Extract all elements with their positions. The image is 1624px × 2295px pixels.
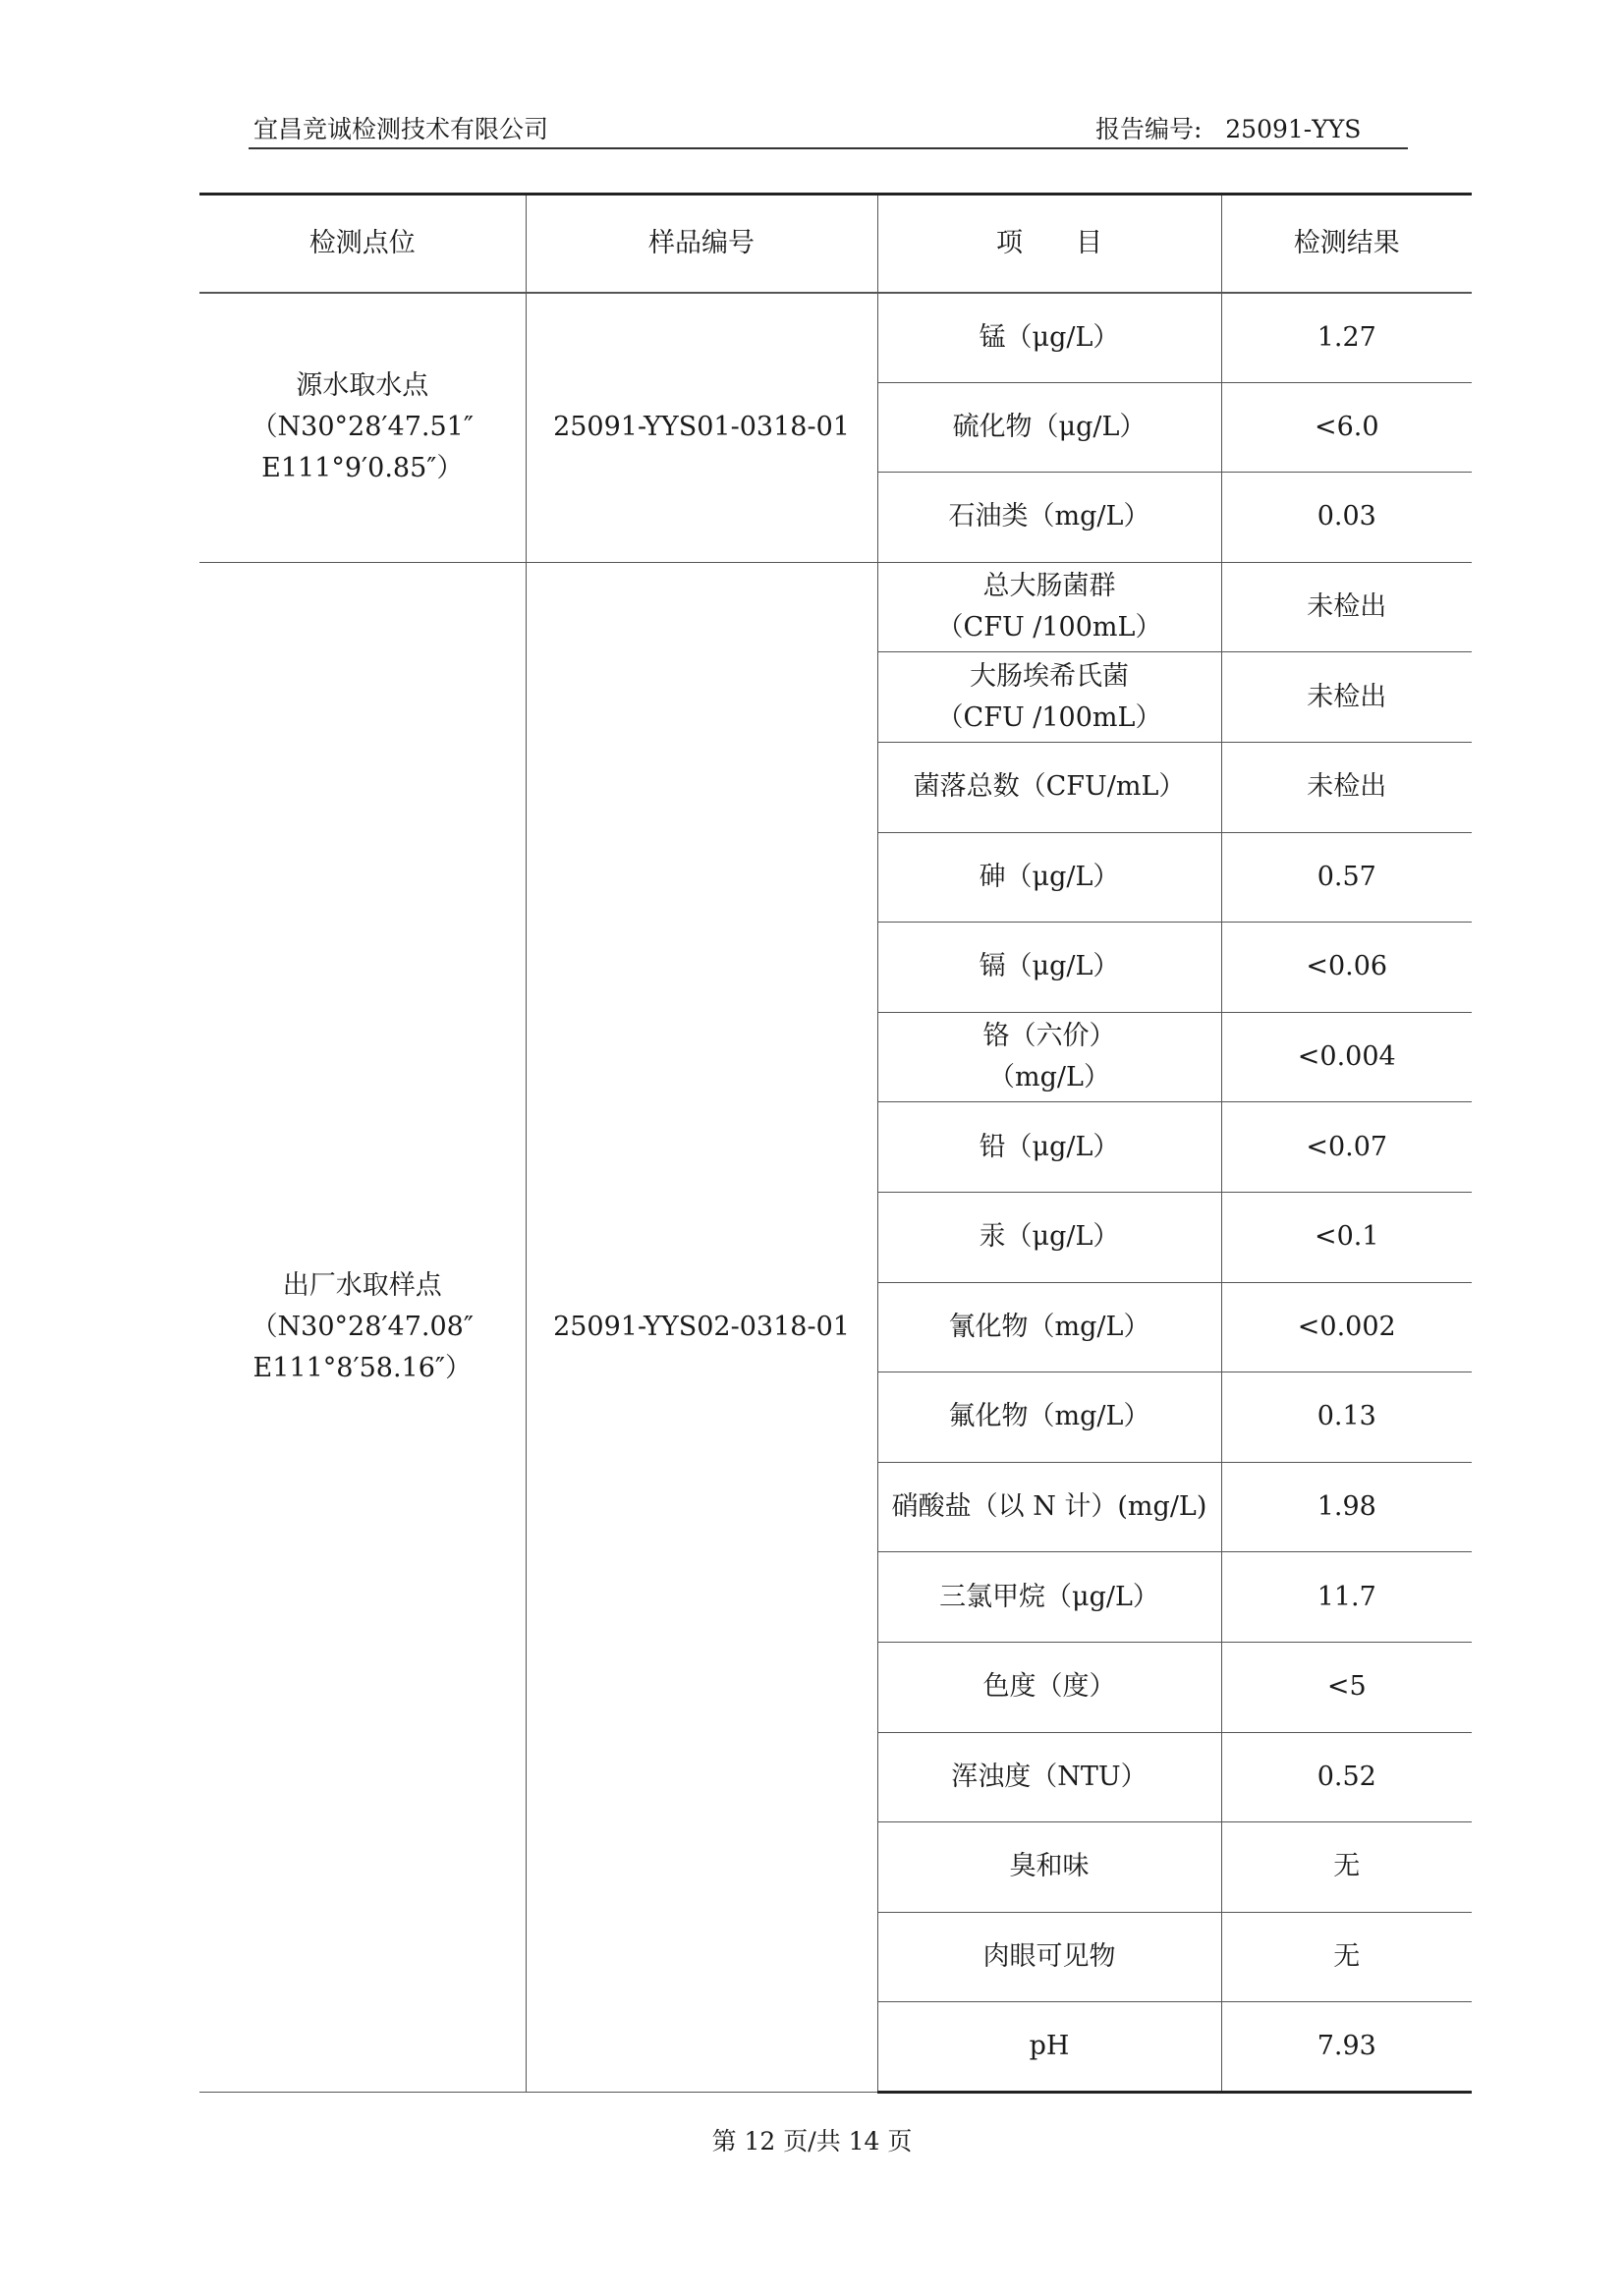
report-number-label: 报告编号: [1095,115,1203,143]
report-number [1095,110,1361,145]
table-body [199,293,1472,2093]
item-cell [877,1282,1221,1372]
item-unit: （CFU /100mL） [936,701,1162,733]
results-table [199,193,1472,2094]
result-cell: 11.7 [1221,1552,1472,1643]
item-cell [877,1912,1221,2002]
result-cell: 0.13 [1221,1372,1472,1463]
item-name: 肉眼可见物 [982,1940,1116,1972]
item-name: 铬（六价） [982,1021,1116,1052]
item-name: 色度（度） [982,1671,1116,1703]
result-cell: 0.57 [1221,832,1472,923]
item-name: 菌落总数（CFU/mL） [913,771,1186,803]
item-cell [877,1372,1221,1463]
result-cell: 1.98 [1221,1462,1472,1552]
item-cell [877,293,1221,383]
result-cell: 1.27 [1221,293,1472,383]
item-name: 氟化物（mg/L） [948,1401,1150,1432]
result-cell: <0.1 [1221,1192,1472,1282]
item-cell [877,1012,1221,1102]
site-coordinate: （N30°28′47.08″ [251,1311,474,1342]
item-unit: （mg/L） [988,1062,1110,1093]
item-cell [877,1642,1221,1732]
site-coordinate: E111°8′58.16″） [252,1352,472,1383]
result-cell: 无 [1221,1822,1472,1913]
header-rule [249,147,1408,149]
result-cell: 无 [1221,1912,1472,2002]
col-header-result: 检测结果 [1221,195,1472,293]
item-name: 镉（μg/L） [979,951,1120,982]
item-name: 浑浊度（NTU） [951,1761,1148,1792]
item-name: pH [1029,2031,1070,2062]
site-cell [199,293,526,563]
item-cell [877,742,1221,832]
result-cell: 7.93 [1221,2002,1472,2093]
site-coordinate: E111°9′0.85″） [261,453,464,484]
table-row [199,562,1472,652]
item-cell [877,1552,1221,1643]
sample-id-cell: 25091-YYS01-0318-01 [526,293,877,563]
item-name: 砷（μg/L） [979,861,1120,892]
item-cell [877,923,1221,1013]
item-name: 硫化物（μg/L） [952,411,1147,442]
sample-id-cell: 25091-YYS02-0318-01 [526,562,877,2092]
item-name: 臭和味 [1009,1851,1090,1882]
result-cell: <0.004 [1221,1012,1472,1102]
result-cell: 0.03 [1221,473,1472,563]
item-name: 汞（μg/L） [979,1221,1120,1253]
result-cell: <0.002 [1221,1282,1472,1372]
table-header-row [199,195,1472,293]
item-name: 硝酸盐（以 N 计）(mg/L) [891,1491,1207,1523]
result-cell: 未检出 [1221,652,1472,743]
result-cell: <0.06 [1221,923,1472,1013]
item-cell [877,382,1221,473]
item-cell [877,652,1221,743]
company-name: 宜昌竞诚检测技术有限公司 [253,115,549,143]
result-cell: 未检出 [1221,562,1472,652]
result-cell: <5 [1221,1642,1472,1732]
report-number-value: 25091-YYS [1225,115,1362,143]
item-name: 铅（μg/L） [979,1131,1120,1162]
item-cell [877,1822,1221,1913]
result-cell: 0.52 [1221,1732,1472,1822]
item-cell [877,1192,1221,1282]
col-header-item: 项 目 [877,195,1221,293]
col-header-sample: 样品编号 [526,195,877,293]
result-cell: <6.0 [1221,382,1472,473]
site-cell [199,562,526,2092]
site-coordinate: （N30°28′47.51″ [251,412,474,443]
item-name: 三氯甲烷（μg/L） [939,1581,1159,1612]
page-footer: 第 12 页/共 14 页 [711,2127,913,2155]
item-name: 大肠埃希氏菌 [970,660,1129,692]
item-cell [877,473,1221,563]
table-row [199,293,1472,383]
item-name: 石油类（mg/L） [948,501,1150,532]
col-header-site: 检测点位 [199,195,526,293]
item-name: 氰化物（mg/L） [948,1311,1150,1342]
item-name: 锰（μg/L） [979,321,1120,353]
site-name: 源水取水点 [296,370,429,402]
item-cell [877,832,1221,923]
item-cell [877,1102,1221,1193]
site-name: 出厂水取样点 [282,1269,442,1301]
item-cell [877,562,1221,652]
item-cell [877,1732,1221,1822]
item-cell [877,1462,1221,1552]
result-cell: <0.07 [1221,1102,1472,1193]
item-unit: （CFU /100mL） [936,612,1162,644]
result-cell: 未检出 [1221,742,1472,832]
item-name: 总大肠菌群 [982,571,1116,602]
item-cell [877,2002,1221,2093]
